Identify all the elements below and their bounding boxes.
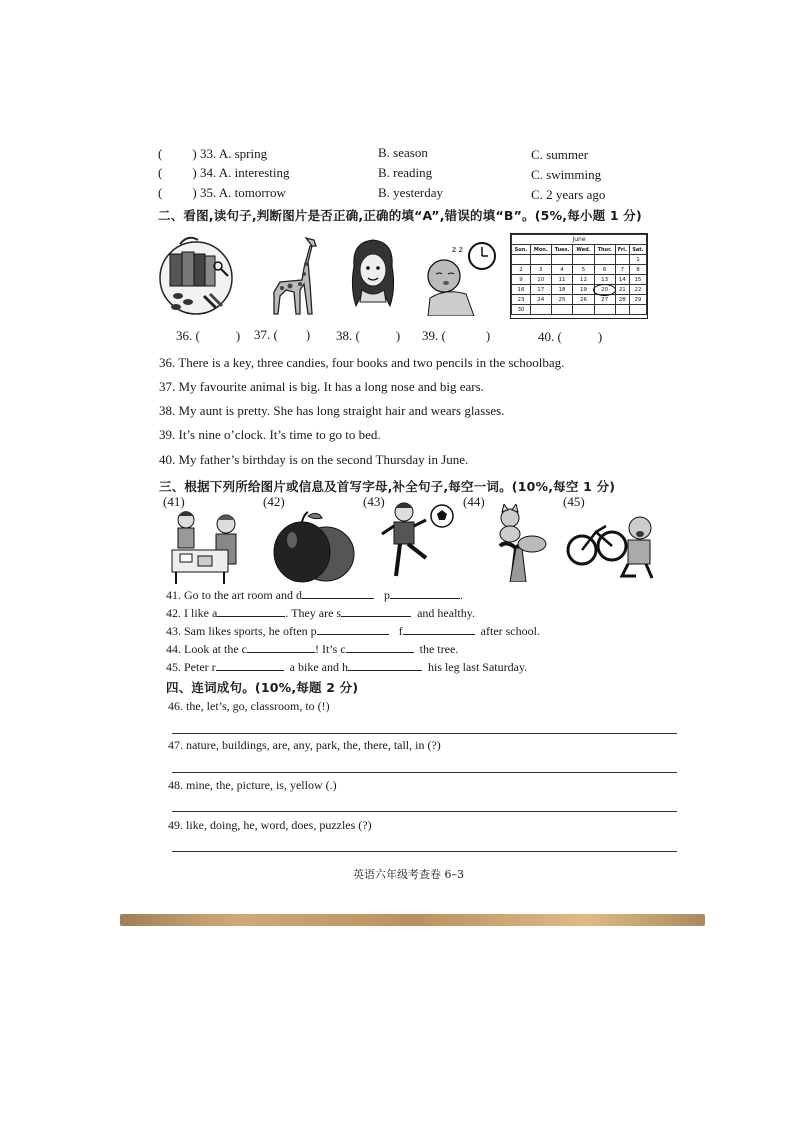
calendar-date: 6 <box>594 265 615 275</box>
reorder-47: 47. nature, buildings, are, any, park, the, there, tall, in (?) <box>168 738 441 752</box>
sentence-37: 37. My favourite animal is big. It has a long nose and big ears. <box>159 379 484 394</box>
sentence-40: 40. My father’s birthday is on the second Thursday in June. <box>159 452 469 467</box>
pic-label-41: (41) <box>163 494 185 509</box>
calendar-date <box>615 305 629 315</box>
question-number: 33. <box>199 146 217 161</box>
calendar-week <box>512 255 647 265</box>
answer-line[interactable] <box>172 733 677 734</box>
calendar-date: 20 <box>594 285 615 295</box>
option-a: A. interesting <box>218 165 290 180</box>
reorder-49: 49. like, doing, he, word, does, puzzles (?) <box>168 818 372 832</box>
option-b: B. yesterday <box>378 185 443 200</box>
calendar-day: Sat. <box>629 245 646 255</box>
answer-blank[interactable] <box>346 640 414 653</box>
question-45: 45. Peter r a bike and h his leg last Saturday. <box>166 660 528 674</box>
calendar-week <box>512 265 647 275</box>
boy-football-picture <box>378 498 458 580</box>
calendar-date: 29 <box>629 295 646 305</box>
picture-label-39: 39. ( ) <box>422 328 491 343</box>
question-41: 41. Go to the art room and d p . <box>166 588 463 602</box>
picture-label-36: 36. ( ) <box>176 328 241 343</box>
pic-label-44: (44) <box>463 494 485 509</box>
calendar-date: 24 <box>530 295 551 305</box>
option-b: B. season <box>378 145 428 160</box>
answer-line[interactable] <box>172 811 677 812</box>
calendar-date: 10 <box>530 275 551 285</box>
calendar-date <box>615 255 629 265</box>
calendar-week <box>512 275 647 285</box>
calendar-date: 4 <box>551 265 573 275</box>
calendar-date <box>573 255 594 265</box>
mc-row-35: ( ) 35. A. tomorrow <box>158 185 286 200</box>
calendar-week <box>512 295 647 305</box>
calendar-date <box>530 305 551 315</box>
svg-text:z z: z z <box>452 245 463 254</box>
boy-fell-off-bike-picture <box>566 506 658 580</box>
calendar-date: 12 <box>573 275 594 285</box>
calendar-date: 30 <box>512 305 531 315</box>
mc-row-33: ( ) 33. A. spring <box>158 146 268 161</box>
page-footer: 英语六年级考查卷 6–3 <box>353 868 464 881</box>
answer-blank[interactable] <box>348 658 422 671</box>
option-c: C. summer <box>531 147 589 162</box>
answer-blank[interactable] <box>216 658 284 671</box>
schoolbag-picture <box>158 232 236 318</box>
calendar-date: 15 <box>629 275 646 285</box>
picture-label-37: 37. ( ) <box>254 327 311 342</box>
calendar-date: 18 <box>551 285 573 295</box>
calendar-date: 5 <box>573 265 594 275</box>
calendar-date: 8 <box>629 265 646 275</box>
calendar-date: 13 <box>594 275 615 285</box>
calendar-date: 28 <box>615 295 629 305</box>
answer-blank[interactable] <box>302 586 374 599</box>
reorder-48: 48. mine, the, picture, is, yellow (.) <box>168 778 337 792</box>
sentence-39: 39. It’s nine o’clock. It’s time to go to bed. <box>159 427 381 442</box>
calendar-date: 27 <box>594 295 615 305</box>
calendar-date <box>551 255 573 265</box>
calendar-week <box>512 305 647 315</box>
question-43: 43. Sam likes sports, he often p f after school. <box>166 624 540 638</box>
sentence-36: 36. There is a key, three candies, four books and two pencils in the schoolbag. <box>159 355 565 370</box>
calendar-date <box>551 305 573 315</box>
option-c: C. 2 years ago <box>531 187 606 202</box>
calendar-date: 23 <box>512 295 531 305</box>
calendar-week <box>512 285 647 295</box>
answer-blank[interactable] <box>390 586 460 599</box>
june-calendar <box>510 233 648 319</box>
pic-label-43: (43) <box>363 494 385 509</box>
calendar-date: 16 <box>512 285 531 295</box>
calendar-date <box>594 255 615 265</box>
sleeping-boy-clock-picture <box>422 236 496 316</box>
pic-label-45: (45) <box>563 494 585 509</box>
calendar-day: Fri. <box>615 245 629 255</box>
answer-line[interactable] <box>172 772 677 773</box>
answer-blank[interactable] <box>247 640 315 653</box>
section-3-header: 三、根据下列所给图片或信息及首写字母,补全句子,每空一词。(10%,每空 1 分) <box>159 479 616 494</box>
picture-label-38: 38. ( ) <box>336 328 401 343</box>
calendar-date: 19 <box>573 285 594 295</box>
option-b: B. reading <box>378 165 433 180</box>
section-4-header: 四、连词成句。(10%,每题 2 分) <box>166 680 359 695</box>
answer-blank[interactable] <box>341 604 411 617</box>
giraffe-picture <box>262 234 324 316</box>
calendar-date <box>530 255 551 265</box>
answer-line[interactable] <box>172 851 677 852</box>
calendar-date: 21 <box>615 285 629 295</box>
reorder-46: 46. the, let’s, go, classroom, to (!) <box>168 699 330 713</box>
calendar-date <box>629 305 646 315</box>
question-number: 34. <box>199 165 217 180</box>
mc-row-34: ( ) 34. A. interesting <box>158 165 290 180</box>
calendar-date: 3 <box>530 265 551 275</box>
option-c: C. swimming <box>531 167 602 182</box>
girl-picture <box>344 236 402 316</box>
pic-label-42: (42) <box>263 494 285 509</box>
calendar-date: 17 <box>530 285 551 295</box>
calendar-day: Mon. <box>530 245 551 255</box>
calendar-date <box>573 305 594 315</box>
calendar-day: Wed. <box>573 245 594 255</box>
picture-label-40: 40. ( ) <box>538 329 603 344</box>
calendar-date: 2 <box>512 265 531 275</box>
option-a: A. tomorrow <box>218 185 286 200</box>
calendar-day: Sun. <box>512 245 531 255</box>
answer-blank[interactable] <box>317 622 389 635</box>
calendar-date <box>594 305 615 315</box>
children-drawing-picture <box>168 506 244 584</box>
page-edge-shadow <box>120 914 705 926</box>
answer-blank[interactable] <box>217 604 285 617</box>
apples-picture <box>272 510 358 584</box>
calendar-date: 7 <box>615 265 629 275</box>
calendar-date: 9 <box>512 275 531 285</box>
answer-blank[interactable] <box>403 622 475 635</box>
question-number: 35. <box>199 185 217 200</box>
calendar-date: 1 <box>629 255 646 265</box>
question-44: 44. Look at the c ! It’s c the tree. <box>166 642 459 656</box>
calendar-date <box>512 255 531 265</box>
cat-in-tree-picture <box>486 504 552 582</box>
calendar-day: Thur. <box>594 245 615 255</box>
calendar-day: Tues. <box>551 245 573 255</box>
question-42: 42. I like a . They are s and healthy. <box>166 606 475 620</box>
calendar-date: 22 <box>629 285 646 295</box>
calendar-date: 11 <box>551 275 573 285</box>
calendar-date: 14 <box>615 275 629 285</box>
calendar-date: 26 <box>573 295 594 305</box>
calendar-month: June <box>512 235 647 245</box>
option-a: A. spring <box>218 146 268 161</box>
sentence-38: 38. My aunt is pretty. She has long straight hair and wears glasses. <box>159 403 505 418</box>
section-2-header: 二、看图,读句子,判断图片是否正确,正确的填“A”,错误的填“B”。(5%,每小题 1 分) <box>158 208 642 223</box>
calendar-date: 25 <box>551 295 573 305</box>
